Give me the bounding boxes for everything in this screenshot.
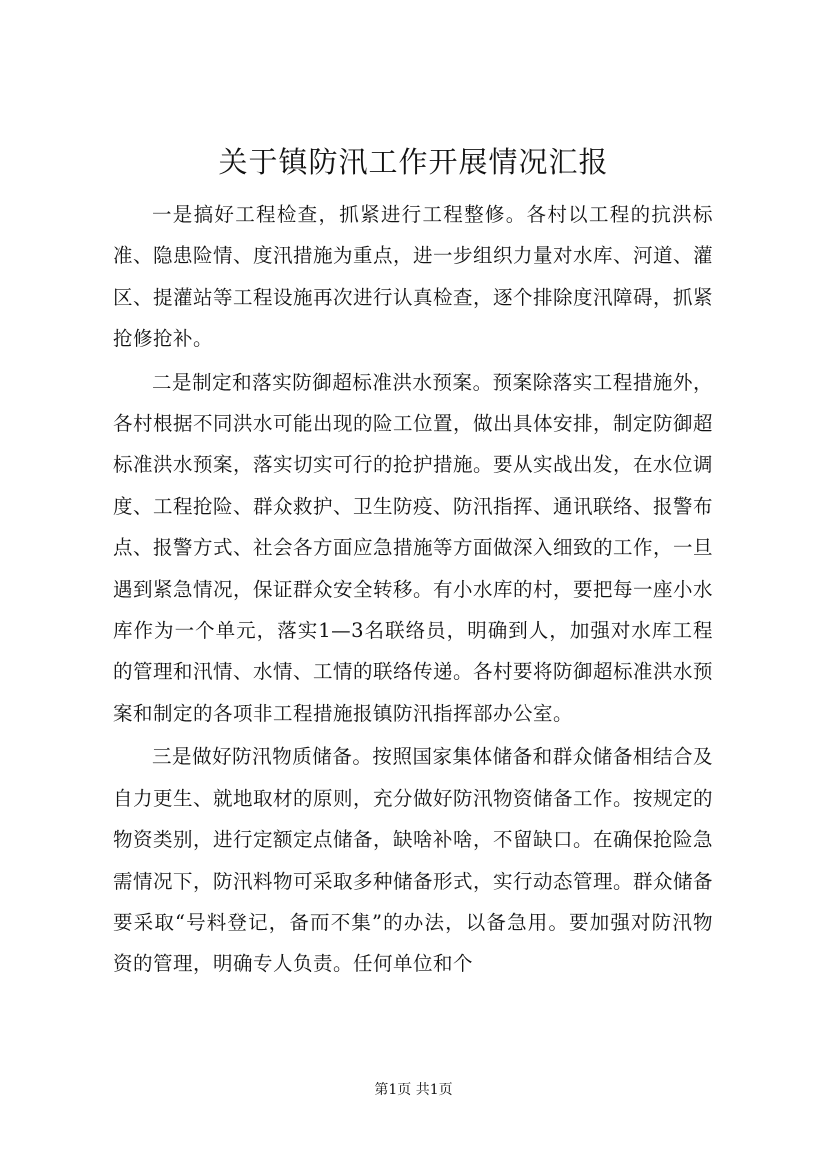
paragraph-2: 二是制定和落实防御超标准洪水预案。预案除落实工程措施外，各村根据不同洪水可能出现的险工位置，做出具体安排，制定防御超标准洪水预案，落实切实可行的抢护措施。要从实战出发，在水位调度、工程抢险、群众救护、卫生防疫、防汛指挥、通讯联络、报警布点、报警方式、社会各方面应急措施等方面做深入细致的工作，一旦遇到紧急情况，保证群众安全转移。有小水库的村，要把每一座小水库作为一个单元，落实1—3名联络员，明确到人，加强对水库工程的管理和汛情、水情、工情的联络传递。各村要将防御超标准洪水预案和制定的各项非工程措施报镇防汛指挥部办公室。 — [113, 370, 714, 725]
document-title: 关于镇防汛工作开展情况汇报 — [218, 145, 609, 179]
document-body — [113, 194, 713, 985]
paragraph-1: 一是搞好工程检查，抓紧进行工程整修。各村以工程的抗洪标准、隐患险情、度汛措施为重点，进一步组织力量对水库、河道、灌区、提灌站等工程设施再次进行认真检查，逐个排除度汛障碍，抓紧抢修抢补。 — [113, 203, 714, 351]
page-number-footer: 第1页 共1页 — [374, 1082, 453, 1098]
paragraph-3: 三是做好防汛物质储备。按照国家集体储备和群众储备相结合及自力更生、就地取材的原则，充分做好防汛物资储备工作。按规定的物资类别，进行定额定点储备，缺啥补啥，不留缺口。在确保抢险急需情况下，防汛料物可采取多种储备形式，实行动态管理。群众储备要采取“号料登记，备而不集”的办法，以备急用。要加强对防汛物资的管理，明确专人负责。任何单位和个 — [113, 745, 714, 976]
